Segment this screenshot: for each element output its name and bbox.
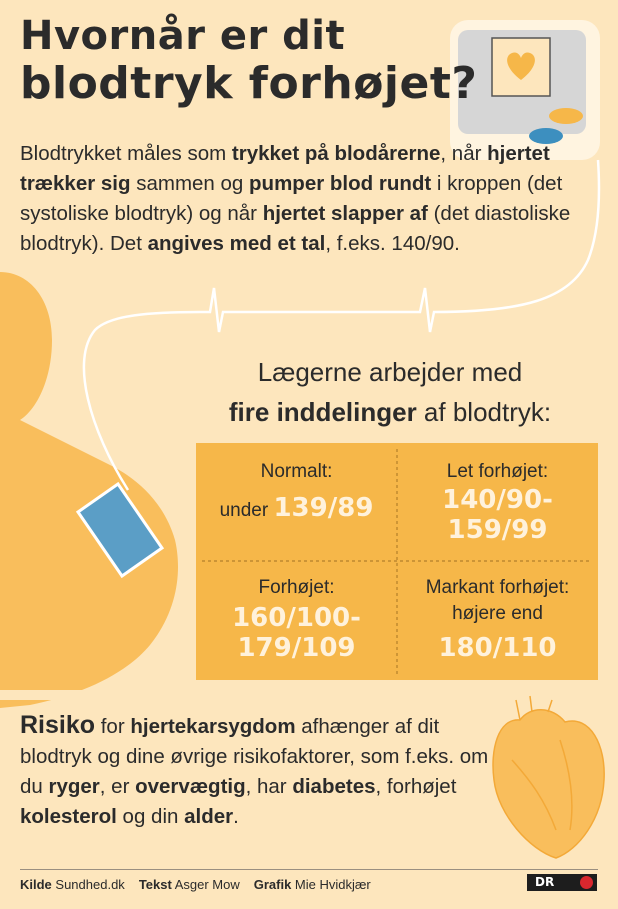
intro-bold: trykket på blodårerne — [231, 142, 441, 165]
title-line-2: blodtryk forhøjet? — [20, 57, 478, 109]
categories-grid — [196, 443, 598, 680]
risk-bold: overvægtig — [135, 775, 246, 798]
risk-bold: diabetes — [292, 775, 376, 798]
categories-heading-line1: Lægerne arbejder med — [257, 357, 523, 387]
risk-text: og din — [116, 805, 185, 828]
category-value: 180/110 — [438, 633, 557, 663]
category-prefix: under — [219, 500, 274, 521]
risk-text: , er — [99, 775, 136, 798]
category-value-line1: 160/100- — [232, 603, 361, 633]
risk-bold: ryger — [48, 775, 100, 798]
category-value-line2: 159/99 — [447, 515, 548, 545]
person-figure-icon — [0, 272, 190, 708]
footer-source-label: Kilde — [20, 877, 52, 892]
risk-heading: Risiko — [20, 711, 96, 739]
risk-text: , forhøjet — [375, 775, 457, 798]
risk-bold: alder — [184, 805, 234, 828]
page-title — [20, 14, 477, 108]
intro-text: (det diastoliske blodtryk). Det — [20, 202, 571, 255]
footer-divider — [20, 869, 598, 870]
intro-bold: hjertet slapper af — [262, 202, 428, 225]
category-elevated — [196, 561, 397, 679]
category-label: Normalt: — [260, 461, 333, 482]
heart-icon — [493, 696, 604, 858]
category-normal — [196, 443, 397, 561]
intro-bold: pumper blod rundt — [249, 172, 432, 195]
risk-text: . — [233, 805, 239, 828]
category-label: Let forhøjet: — [446, 461, 549, 482]
category-label: Markant forhøjet: — [425, 577, 570, 598]
risk-bold: kolesterol — [20, 805, 117, 828]
dr-logo-icon — [527, 874, 597, 891]
categories-heading-rest: af blodtryk: — [416, 397, 552, 427]
footer-text: Asger Mow — [171, 877, 240, 892]
footer-credits — [20, 877, 371, 892]
risk-text: for — [95, 715, 131, 738]
category-value-line1: 140/90- — [442, 485, 553, 515]
category-markedly-elevated — [397, 561, 598, 679]
intro-text: , f.eks. 140/90. — [325, 232, 460, 255]
risk-paragraph — [20, 710, 490, 832]
categories-heading-bold: fire inddelinger — [228, 397, 417, 427]
logo-dot — [580, 876, 593, 889]
risk-bold: hjertekarsygdom — [130, 715, 296, 738]
category-slightly-elevated — [397, 443, 598, 561]
risk-text: afhænger af dit blodtryk og dine øvrige risikofaktorer, som f.eks. om du — [20, 715, 489, 798]
footer-graphic-label: Grafik — [253, 877, 292, 892]
intro-text: sammen og — [130, 172, 250, 195]
intro-text: i kroppen (det systoliske blodtryk) og når — [20, 172, 563, 225]
logo-text: DR — [535, 875, 555, 889]
intro-text: Blodtrykket måles som — [20, 142, 232, 165]
footer-source: Sundhed.dk — [51, 877, 125, 892]
category-label2: højere end — [452, 603, 543, 624]
category-value-row — [196, 493, 397, 524]
risk-text: , har — [245, 775, 293, 798]
intro-bold: angives med et tal — [147, 232, 326, 255]
category-value-line2: 179/109 — [237, 633, 356, 663]
footer-text-label: Tekst — [138, 877, 172, 892]
intro-bold: hjertet trækker sig — [20, 142, 550, 195]
intro-text: , når — [440, 142, 488, 165]
category-value: 139/89 — [273, 493, 374, 523]
categories-heading — [180, 352, 600, 432]
footer-graphic: Mie Hvidkjær — [291, 877, 371, 892]
category-label: Forhøjet: — [258, 577, 335, 598]
title-line-1: Hvornår er dit — [20, 13, 346, 59]
intro-paragraph — [20, 139, 580, 259]
